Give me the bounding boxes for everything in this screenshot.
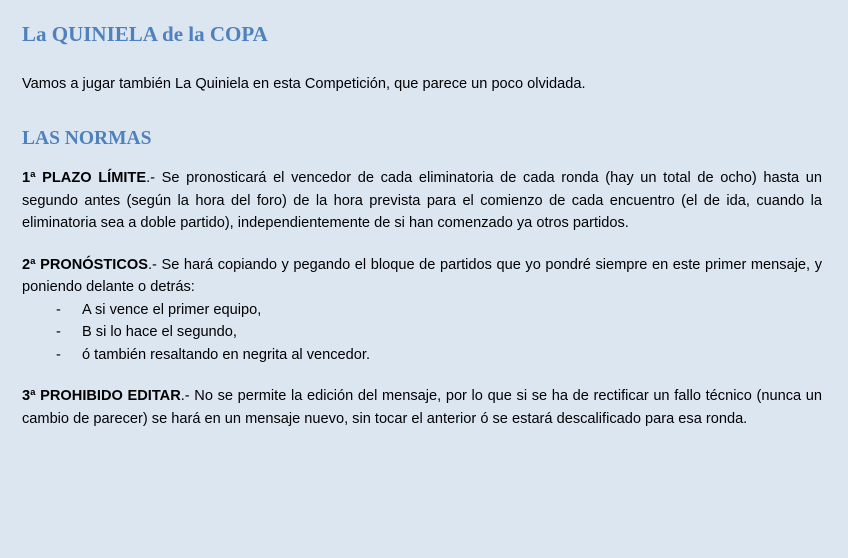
rule-3 bbox=[22, 385, 822, 430]
option-text: A si vence el primer equipo, bbox=[82, 301, 262, 318]
rule-3-text: .- No se permite la edición del mensaje, por lo que si se ha de rectificar un fallo técnico (nunca un cambio de parecer) se hará en un mensaje nuevo, sin tocar el anterior ó se estará descalificado para esa ronda. bbox=[22, 388, 822, 427]
list-item bbox=[56, 299, 822, 322]
rule-1-heading: 1ª PLAZO LÍMITE bbox=[22, 170, 147, 186]
list-marker: - bbox=[56, 301, 61, 318]
option-text: ó también resaltando en negrita al vencedor. bbox=[82, 346, 371, 363]
list-item bbox=[56, 344, 822, 367]
rule-3-heading: 3ª PROHIBIDO EDITAR bbox=[22, 388, 181, 404]
list-item bbox=[56, 321, 822, 344]
rule-1 bbox=[22, 167, 822, 235]
list-marker: - bbox=[56, 346, 61, 363]
rule-2-options bbox=[22, 299, 822, 367]
rule-1-text: .- Se pronosticará el vencedor de cada eliminatoria de cada ronda (hay un total de ocho) hasta un segundo antes (según la hora del foro) de la hora prevista para el comienzo de cada encuentro (el de ida, cuando la eliminatoria sea a doble partido), independientemente de si han comenzado ya otros partidos. bbox=[22, 170, 822, 231]
list-marker: - bbox=[56, 324, 61, 340]
option-text: B si lo hace el segundo, bbox=[82, 324, 237, 340]
intro-paragraph: Vamos a jugar también La Quiniela en esta Competición, que parece un poco olvidada. bbox=[22, 76, 586, 92]
rule-2-heading: 2ª PRONÓSTICOS bbox=[22, 256, 148, 273]
page-title: La QUINIELA de la COPA bbox=[22, 22, 268, 46]
rules-heading: LAS NORMAS bbox=[22, 128, 152, 149]
rule-2 bbox=[22, 254, 822, 299]
rule-2-text: .- Se hará copiando y pegando el bloque de partidos que yo pondré siempre en este primer mensaje, y poniendo delante o detrás: bbox=[22, 256, 822, 295]
